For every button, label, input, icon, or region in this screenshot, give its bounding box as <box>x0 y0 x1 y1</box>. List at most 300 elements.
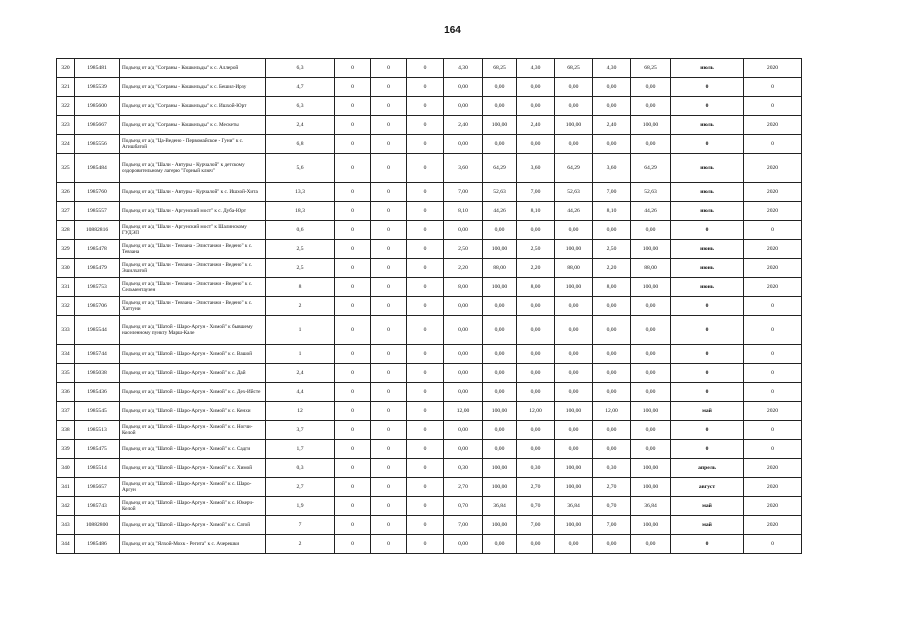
cell-value-2: 0 <box>371 459 407 478</box>
page-number: 164 <box>444 25 461 36</box>
cell-year: 0 <box>744 383 802 402</box>
cell-value-5: 0,00 <box>517 345 555 364</box>
cell-percent-3: 68,25 <box>631 59 671 78</box>
cell-year: 2020 <box>744 278 802 297</box>
cell-road-id: 10882816 <box>75 221 120 240</box>
table-row <box>57 97 802 116</box>
cell-value-2: 0 <box>371 97 407 116</box>
cell-year: 2020 <box>744 202 802 221</box>
table-row <box>57 240 802 259</box>
cell-month: 0 <box>671 535 744 554</box>
cell-length: 4,7 <box>266 78 335 97</box>
cell-value-5: 0,00 <box>517 383 555 402</box>
table-row <box>57 383 802 402</box>
cell-road-id: 1985753 <box>75 278 120 297</box>
cell-value-6: 0,00 <box>593 135 631 154</box>
cell-value-2: 0 <box>371 383 407 402</box>
cell-month: 0 <box>671 383 744 402</box>
cell-month: 0 <box>671 345 744 364</box>
cell-row-number: 337 <box>57 402 75 421</box>
cell-percent-2: 0,00 <box>555 345 593 364</box>
table-row <box>57 278 802 297</box>
cell-road-id: 1985706 <box>75 297 120 316</box>
cell-road-id: 1985436 <box>75 383 120 402</box>
cell-value-3: 0 <box>407 278 444 297</box>
cell-value-2: 0 <box>371 154 407 183</box>
cell-percent-2: 68,25 <box>555 59 593 78</box>
cell-row-number: 324 <box>57 135 75 154</box>
cell-year: 0 <box>744 316 802 345</box>
cell-value-5: 0,00 <box>517 440 555 459</box>
cell-road-name: Подъезд от а/д "Шали - Автуры - Курчалой" к с. Ишхой-Хита <box>120 183 266 202</box>
cell-value-5: 2,50 <box>517 240 555 259</box>
cell-value-5: 8,10 <box>517 202 555 221</box>
cell-value-1: 0 <box>335 383 371 402</box>
cell-road-name: Подъезд от а/д "Шатой - Шаро-Аргун - Химой" к с. Дай <box>120 364 266 383</box>
cell-row-number: 331 <box>57 278 75 297</box>
cell-year: 0 <box>744 297 802 316</box>
cell-road-id: 1985484 <box>75 154 120 183</box>
cell-month: 0 <box>671 78 744 97</box>
cell-value-4: 2,40 <box>444 116 483 135</box>
cell-value-3: 0 <box>407 97 444 116</box>
cell-year: 2020 <box>744 497 802 516</box>
table-row <box>57 259 802 278</box>
cell-month: июль <box>671 183 744 202</box>
cell-percent-2: 44,26 <box>555 202 593 221</box>
table-row <box>57 345 802 364</box>
cell-row-number: 329 <box>57 240 75 259</box>
cell-value-1: 0 <box>335 59 371 78</box>
cell-month: 0 <box>671 221 744 240</box>
cell-value-3: 0 <box>407 516 444 535</box>
cell-value-1: 0 <box>335 459 371 478</box>
cell-percent-2: 0,00 <box>555 297 593 316</box>
cell-percent-3: 0,00 <box>631 535 671 554</box>
cell-row-number: 339 <box>57 440 75 459</box>
cell-value-6: 2,50 <box>593 240 631 259</box>
table-row <box>57 478 802 497</box>
cell-row-number: 322 <box>57 97 75 116</box>
cell-percent-2: 64,29 <box>555 154 593 183</box>
cell-percent-2: 0,00 <box>555 440 593 459</box>
cell-value-5: 7,00 <box>517 183 555 202</box>
cell-row-number: 341 <box>57 478 75 497</box>
cell-value-6: 0,00 <box>593 221 631 240</box>
cell-road-name: Подъезд от а/д "Шали - Тевзана - Элистанжи - Ведено" к с. Сельментаузен <box>120 278 266 297</box>
cell-month: 0 <box>671 364 744 383</box>
cell-percent-3: 88,00 <box>631 259 671 278</box>
cell-road-name: Подъезд от а/д "Шали - Аргунский мост" к с. Дуба-Юрт <box>120 202 266 221</box>
cell-year: 2020 <box>744 259 802 278</box>
cell-row-number: 325 <box>57 154 75 183</box>
cell-value-2: 0 <box>371 202 407 221</box>
cell-percent-2: 36,84 <box>555 497 593 516</box>
table-row <box>57 364 802 383</box>
cell-road-name: Подъезд от а/д "Шали - Тевзана - Элистанжи - Ведено" к с. Эшилхатой <box>120 259 266 278</box>
cell-percent-1: 0,00 <box>483 364 517 383</box>
cell-value-1: 0 <box>335 297 371 316</box>
cell-road-name: Подъезд от а/д "Сограны - Кошкельды" к с. Ишхой-Юрт <box>120 97 266 116</box>
cell-value-2: 0 <box>371 345 407 364</box>
cell-row-number: 326 <box>57 183 75 202</box>
cell-value-5: 0,00 <box>517 364 555 383</box>
cell-value-3: 0 <box>407 78 444 97</box>
cell-value-3: 0 <box>407 459 444 478</box>
cell-value-4: 0,00 <box>444 364 483 383</box>
cell-road-id: 1985545 <box>75 402 120 421</box>
cell-percent-2: 0,00 <box>555 535 593 554</box>
cell-year: 0 <box>744 221 802 240</box>
cell-value-4: 4,30 <box>444 59 483 78</box>
cell-value-2: 0 <box>371 259 407 278</box>
roads-table <box>56 58 802 554</box>
cell-length: 0,6 <box>266 221 335 240</box>
cell-percent-1: 100,00 <box>483 278 517 297</box>
cell-percent-1: 68,25 <box>483 59 517 78</box>
cell-percent-3: 100,00 <box>631 459 671 478</box>
cell-value-6: 4,30 <box>593 59 631 78</box>
cell-month: апрель <box>671 459 744 478</box>
cell-length: 2,4 <box>266 116 335 135</box>
cell-row-number: 338 <box>57 421 75 440</box>
cell-value-6: 0,00 <box>593 364 631 383</box>
cell-road-id: 1985038 <box>75 364 120 383</box>
cell-road-id: 1985667 <box>75 116 120 135</box>
cell-value-6: 2,70 <box>593 478 631 497</box>
cell-percent-1: 0,00 <box>483 440 517 459</box>
cell-length: 13,3 <box>266 183 335 202</box>
cell-year: 2020 <box>744 116 802 135</box>
cell-length: 2,7 <box>266 478 335 497</box>
cell-value-3: 0 <box>407 345 444 364</box>
cell-value-3: 0 <box>407 259 444 278</box>
cell-road-id: 1985486 <box>75 535 120 554</box>
cell-row-number: 342 <box>57 497 75 516</box>
cell-value-2: 0 <box>371 135 407 154</box>
cell-percent-1: 0,00 <box>483 221 517 240</box>
cell-value-3: 0 <box>407 364 444 383</box>
cell-percent-3: 100,00 <box>631 516 671 535</box>
cell-year: 0 <box>744 364 802 383</box>
cell-percent-1: 100,00 <box>483 116 517 135</box>
cell-percent-3: 0,00 <box>631 97 671 116</box>
cell-month: июль <box>671 59 744 78</box>
cell-month: 0 <box>671 421 744 440</box>
cell-road-name: Подъезд от а/д "Шатой - Шаро-Аргун - Химой" к с. Садги <box>120 440 266 459</box>
cell-value-2: 0 <box>371 316 407 345</box>
cell-value-3: 0 <box>407 59 444 78</box>
cell-value-3: 0 <box>407 478 444 497</box>
cell-length: 2,5 <box>266 259 335 278</box>
cell-value-6: 8,10 <box>593 202 631 221</box>
table-row <box>57 135 802 154</box>
cell-month: май <box>671 516 744 535</box>
cell-percent-2: 100,00 <box>555 278 593 297</box>
cell-value-5: 0,00 <box>517 135 555 154</box>
cell-road-id: 1985600 <box>75 97 120 116</box>
cell-value-5: 2,70 <box>517 478 555 497</box>
cell-percent-3: 36,84 <box>631 497 671 516</box>
cell-month: июль <box>671 154 744 183</box>
table-row <box>57 183 802 202</box>
cell-month: 0 <box>671 440 744 459</box>
cell-value-4: 0,00 <box>444 535 483 554</box>
cell-value-2: 0 <box>371 421 407 440</box>
cell-value-3: 0 <box>407 116 444 135</box>
cell-road-id: 1985544 <box>75 316 120 345</box>
cell-value-1: 0 <box>335 259 371 278</box>
cell-length: 3,7 <box>266 421 335 440</box>
cell-value-6: 0,00 <box>593 383 631 402</box>
cell-value-3: 0 <box>407 383 444 402</box>
cell-percent-1: 0,00 <box>483 383 517 402</box>
cell-road-id: 1985557 <box>75 202 120 221</box>
cell-year: 2020 <box>744 59 802 78</box>
cell-value-5: 0,00 <box>517 535 555 554</box>
table-row <box>57 459 802 478</box>
cell-percent-2: 0,00 <box>555 78 593 97</box>
cell-value-2: 0 <box>371 116 407 135</box>
cell-value-1: 0 <box>335 364 371 383</box>
cell-value-2: 0 <box>371 240 407 259</box>
cell-row-number: 334 <box>57 345 75 364</box>
cell-value-4: 2,20 <box>444 259 483 278</box>
cell-percent-3: 0,00 <box>631 440 671 459</box>
cell-percent-2: 100,00 <box>555 240 593 259</box>
cell-percent-1: 100,00 <box>483 459 517 478</box>
cell-value-4: 0,00 <box>444 97 483 116</box>
cell-month: май <box>671 402 744 421</box>
cell-value-6: 8,00 <box>593 278 631 297</box>
cell-length: 12 <box>266 402 335 421</box>
cell-value-5: 0,00 <box>517 97 555 116</box>
cell-value-1: 0 <box>335 316 371 345</box>
table-row <box>57 316 802 345</box>
cell-road-name: Подъезд от а/д "Шали - Аргунский мост" к Шалинскому ГУДЭП <box>120 221 266 240</box>
cell-value-6: 0,00 <box>593 535 631 554</box>
cell-value-4: 0,00 <box>444 135 483 154</box>
cell-percent-2: 100,00 <box>555 116 593 135</box>
table-row <box>57 221 802 240</box>
cell-row-number: 340 <box>57 459 75 478</box>
cell-percent-2: 100,00 <box>555 478 593 497</box>
cell-row-number: 321 <box>57 78 75 97</box>
cell-year: 2020 <box>744 459 802 478</box>
table-row <box>57 497 802 516</box>
cell-percent-2: 88,00 <box>555 259 593 278</box>
cell-value-5: 0,00 <box>517 297 555 316</box>
cell-value-3: 0 <box>407 440 444 459</box>
cell-month: май <box>671 497 744 516</box>
cell-value-4: 0,00 <box>444 421 483 440</box>
cell-value-1: 0 <box>335 497 371 516</box>
cell-length: 1 <box>266 316 335 345</box>
cell-road-id: 1985760 <box>75 183 120 202</box>
cell-value-1: 0 <box>335 278 371 297</box>
cell-percent-2: 100,00 <box>555 459 593 478</box>
cell-month: 0 <box>671 97 744 116</box>
cell-value-1: 0 <box>335 154 371 183</box>
cell-value-3: 0 <box>407 316 444 345</box>
table-row <box>57 535 802 554</box>
cell-percent-1: 0,00 <box>483 421 517 440</box>
cell-year: 2020 <box>744 154 802 183</box>
cell-road-name: Подъезд от а/д "Ялхой-Мохк - Регита" к с. Ачерешки <box>120 535 266 554</box>
table-row <box>57 59 802 78</box>
cell-length: 8 <box>266 278 335 297</box>
cell-road-id: 1985479 <box>75 259 120 278</box>
cell-road-name: Подъезд от а/д "Шатой - Шаро-Аргун - Химой" к с. Ногчи-Келой <box>120 421 266 440</box>
cell-value-6: 0,00 <box>593 78 631 97</box>
cell-value-6: 2,40 <box>593 116 631 135</box>
cell-value-3: 0 <box>407 421 444 440</box>
cell-value-3: 0 <box>407 297 444 316</box>
cell-length: 6,8 <box>266 135 335 154</box>
cell-value-4: 0,00 <box>444 440 483 459</box>
cell-value-4: 0,00 <box>444 383 483 402</box>
cell-length: 0,3 <box>266 459 335 478</box>
cell-value-5: 8,00 <box>517 278 555 297</box>
cell-year: 0 <box>744 421 802 440</box>
cell-value-3: 0 <box>407 497 444 516</box>
cell-value-2: 0 <box>371 183 407 202</box>
cell-length: 2 <box>266 297 335 316</box>
cell-row-number: 335 <box>57 364 75 383</box>
cell-value-1: 0 <box>335 478 371 497</box>
cell-percent-1: 100,00 <box>483 240 517 259</box>
cell-value-3: 0 <box>407 221 444 240</box>
cell-month: июнь <box>671 278 744 297</box>
cell-length: 5,6 <box>266 154 335 183</box>
cell-value-6: 0,00 <box>593 297 631 316</box>
cell-percent-1: 0,00 <box>483 297 517 316</box>
cell-value-2: 0 <box>371 364 407 383</box>
cell-value-5: 0,00 <box>517 421 555 440</box>
cell-value-2: 0 <box>371 440 407 459</box>
cell-value-6: 2,20 <box>593 259 631 278</box>
cell-year: 0 <box>744 135 802 154</box>
cell-road-name: Подъезд от а/д "Шатой - Шаро-Аргун - Химой" к с. Кенхи <box>120 402 266 421</box>
cell-percent-3: 0,00 <box>631 383 671 402</box>
cell-row-number: 344 <box>57 535 75 554</box>
cell-percent-3: 0,00 <box>631 78 671 97</box>
cell-value-3: 0 <box>407 135 444 154</box>
cell-value-1: 0 <box>335 421 371 440</box>
table-body <box>57 59 802 554</box>
cell-road-id: 1985513 <box>75 421 120 440</box>
cell-length: 4,4 <box>266 383 335 402</box>
cell-value-3: 0 <box>407 402 444 421</box>
cell-road-name: Подъезд от а/д "Шатой - Шаро-Аргун - Химой" к бывшему населенному пункту Марш-Кале <box>120 316 266 345</box>
cell-road-id: 1985539 <box>75 78 120 97</box>
cell-road-id: 1985744 <box>75 345 120 364</box>
cell-percent-1: 52,63 <box>483 183 517 202</box>
cell-year: 2020 <box>744 183 802 202</box>
cell-row-number: 328 <box>57 221 75 240</box>
cell-value-1: 0 <box>335 202 371 221</box>
cell-month: июль <box>671 116 744 135</box>
cell-percent-3: 64,29 <box>631 154 671 183</box>
cell-row-number: 332 <box>57 297 75 316</box>
cell-percent-2: 0,00 <box>555 364 593 383</box>
cell-row-number: 333 <box>57 316 75 345</box>
cell-value-5: 2,20 <box>517 259 555 278</box>
cell-percent-1: 100,00 <box>483 402 517 421</box>
cell-month: 0 <box>671 135 744 154</box>
cell-length: 2 <box>266 535 335 554</box>
cell-road-name: Подъезд от а/д "Шали - Автуры - Курчалой" к детскому оздоровительному лагерю "Горный ключ" <box>120 154 266 183</box>
cell-value-4: 8,00 <box>444 278 483 297</box>
cell-percent-2: 0,00 <box>555 421 593 440</box>
cell-percent-2: 52,63 <box>555 183 593 202</box>
cell-value-4: 2,70 <box>444 478 483 497</box>
cell-percent-1: 100,00 <box>483 478 517 497</box>
cell-value-6: 0,00 <box>593 421 631 440</box>
cell-road-name: Подъезд от а/д "Сограны - Кошкельды" к с. Мескеты <box>120 116 266 135</box>
cell-value-4: 7,00 <box>444 183 483 202</box>
cell-month: июнь <box>671 240 744 259</box>
cell-value-5: 0,30 <box>517 459 555 478</box>
cell-value-2: 0 <box>371 478 407 497</box>
cell-percent-2: 0,00 <box>555 135 593 154</box>
cell-length: 1,7 <box>266 440 335 459</box>
cell-road-name: Подъезд от а/д "Шатой - Шаро-Аргун - Химой" к с. Химой <box>120 459 266 478</box>
cell-value-4: 0,00 <box>444 345 483 364</box>
cell-percent-2: 0,00 <box>555 221 593 240</box>
cell-length: 6,3 <box>266 97 335 116</box>
cell-road-id: 1985657 <box>75 478 120 497</box>
cell-road-name: Подъезд от а/д "Шали - Тевзана - Элистанжи - Ведено" к с. Хаттуни <box>120 297 266 316</box>
cell-value-1: 0 <box>335 345 371 364</box>
cell-value-3: 0 <box>407 240 444 259</box>
cell-value-1: 0 <box>335 116 371 135</box>
cell-value-5: 0,00 <box>517 316 555 345</box>
cell-value-2: 0 <box>371 535 407 554</box>
cell-road-name: Подъезд от а/д "Шатой - Шаро-Аргун - Химой" к с. Сатой <box>120 516 266 535</box>
cell-row-number: 330 <box>57 259 75 278</box>
cell-percent-1: 0,00 <box>483 97 517 116</box>
cell-year: 2020 <box>744 402 802 421</box>
cell-value-6: 7,00 <box>593 516 631 535</box>
cell-month: июль <box>671 202 744 221</box>
cell-value-6: 12,00 <box>593 402 631 421</box>
cell-value-4: 0,00 <box>444 221 483 240</box>
cell-value-3: 0 <box>407 154 444 183</box>
cell-percent-3: 100,00 <box>631 278 671 297</box>
cell-value-1: 0 <box>335 221 371 240</box>
table-row <box>57 516 802 535</box>
table-row <box>57 297 802 316</box>
cell-percent-2: 100,00 <box>555 516 593 535</box>
cell-length: 7 <box>266 516 335 535</box>
cell-percent-3: 0,00 <box>631 221 671 240</box>
cell-road-name: Подъезд от а/д "Шатой - Шаро-Аргун - Химой" к с. Шаро-Аргун <box>120 478 266 497</box>
cell-value-4: 0,00 <box>444 78 483 97</box>
cell-road-id: 1985481 <box>75 59 120 78</box>
cell-value-5: 4,30 <box>517 59 555 78</box>
cell-value-4: 0,30 <box>444 459 483 478</box>
cell-percent-1: 64,29 <box>483 154 517 183</box>
cell-value-6: 0,00 <box>593 97 631 116</box>
cell-value-2: 0 <box>371 297 407 316</box>
cell-percent-1: 0,00 <box>483 345 517 364</box>
cell-percent-2: 100,00 <box>555 402 593 421</box>
cell-row-number: 323 <box>57 116 75 135</box>
cell-value-1: 0 <box>335 135 371 154</box>
table-row <box>57 402 802 421</box>
cell-value-5: 0,00 <box>517 221 555 240</box>
